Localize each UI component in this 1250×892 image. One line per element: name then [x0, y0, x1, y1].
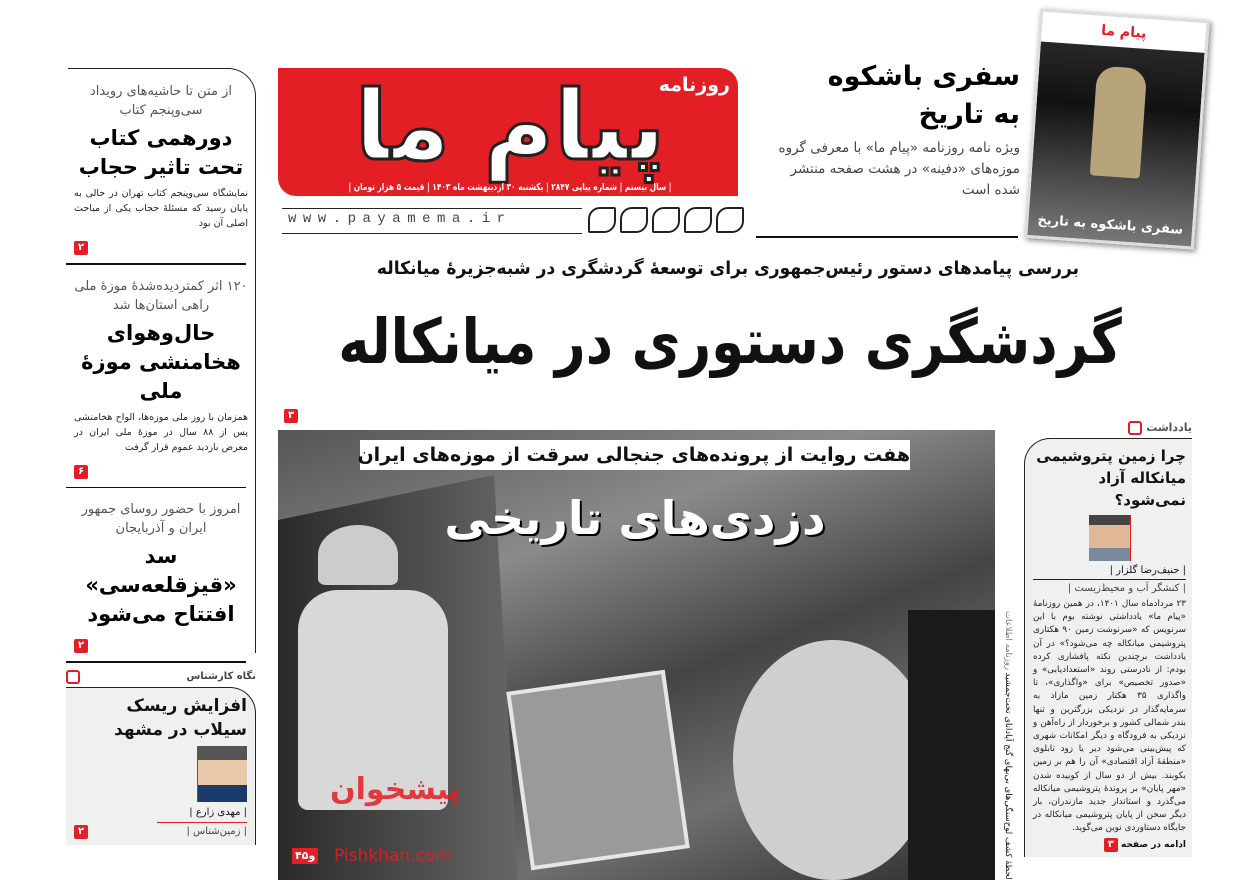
page-badge[interactable]: ۳	[1104, 838, 1118, 852]
divider	[756, 236, 1018, 238]
promo-headline: سفری باشکوه به تاریخ	[827, 61, 1020, 130]
author-photo	[197, 746, 247, 802]
divider	[66, 263, 246, 265]
left-story-1[interactable]	[74, 82, 256, 255]
photo-caption	[998, 585, 1018, 880]
expert-view-box[interactable]	[66, 687, 256, 845]
expert-section-label	[66, 669, 256, 685]
note-section-label	[1024, 420, 1192, 436]
cover-logo: پیام ما	[1041, 12, 1207, 53]
continued-text: ادامه در صفحه	[1120, 839, 1186, 850]
supplement-cover-image[interactable]	[1024, 8, 1210, 249]
note-column	[1024, 420, 1192, 857]
note-body: ۲۳ مردادماه سال ۱۴۰۱، در همین روزنامهٔ «پیام ما» یادداشتی نوشته بوم با این سرنویس که «سرنوشت زمین ۹۰ هکتاری پتروشیمی میانکاله چه می‌شود؟» در آن یادداشت برچندین نکته پافشاری کرده بودم: از نادرستی روند «استعدادیابی» و «صدور تخصیص» برای «واگذاری»، تا واگذاری ۳۵ هکتار زمین مازاد به سرمایه‌گذار در نزدیکی بزرگترین و تنها بندر شمالی کشور و برخوردار از راه‌آهن و نزدیکی به فرودگاه و دیگر امکانات شهری که پیش‌بینی می‌شود دیر یا زود تابلوی «منطقهٔ آزاد اقتصادی» آن را هم بر زمین بکوبند. بیش از دو سال از کوبیده شدن «مهر پایان» بر پروندهٔ پتروشیمی میانکاله می‌گذرد و استاندار جدید مازندران، بار دیگر سخن از پایان پتروشیمی میانکاله در جایگاه دستاوردی نوین می‌گوید.	[1033, 599, 1187, 834]
left-story-2[interactable]	[74, 277, 256, 479]
author-photo	[1089, 515, 1131, 561]
stone-disc	[733, 640, 933, 880]
promo-text: ویژه نامه روزنامه «پیام ما» با معرفی گروه موزه‌های «دفینه» در هشت صفحه منتشر شده است	[778, 140, 1020, 198]
photo-headline[interactable]: دزدی‌های تاریخی	[444, 491, 826, 545]
website-url[interactable]: www.payamema.ir	[282, 208, 582, 234]
section-icon	[66, 670, 80, 684]
caption-text: لحظهٔ کشف لوح‌سنگی‌های بی‌بهای گنج آپادانای تخت‌جمشید	[1003, 672, 1013, 880]
watermark-url: Pishkhan.com	[334, 846, 452, 866]
page-badge[interactable]: ۲	[74, 825, 88, 839]
divider	[66, 487, 246, 489]
story-headline: سد «قیزقلعه‌سی» افتتاح می‌شود	[85, 544, 237, 626]
page-badge[interactable]: ۳	[284, 409, 298, 423]
story-headline: حال‌وهوای هخامنشی موزهٔ ملی	[81, 320, 241, 403]
left-column	[66, 82, 256, 845]
newspaper-logo: پیام ما	[354, 70, 666, 182]
continued-label[interactable]	[1033, 838, 1186, 853]
watermark: پیشخوان	[330, 772, 461, 807]
stone-box	[506, 670, 689, 871]
lead-headline[interactable]: گردشگری دستوری در میانکاله	[338, 305, 1122, 378]
note-headline: چرا زمین پتروشیمی میانکاله آزاد نمی‌شود؟	[1036, 447, 1186, 509]
logo-prefix: روزنامه	[658, 74, 730, 96]
author-name: | مهدی زارع |	[157, 806, 247, 823]
lead-kicker: بررسی پیامدهای دستور رئیس‌جمهوری برای توسعهٔ گردشگری در شبه‌جزیرهٔ میانکاله	[376, 258, 1080, 279]
photo-credit: روزنامه اطلاعات	[1003, 611, 1013, 671]
figure-right	[908, 610, 995, 880]
promo-block	[758, 58, 1020, 201]
page-badge[interactable]: ۲	[74, 241, 88, 255]
divider	[66, 661, 246, 663]
bust-statue	[1090, 65, 1148, 178]
expert-headline: افزایش ریسک سیلاب در مشهد	[114, 695, 247, 740]
story-body: نمایشگاه سی‌وپنجم کتاب تهران در حالی به پایان رسید که مسئلهٔ حجاب یکی از مباحث اصلی آن بود	[74, 188, 248, 229]
author-role: | کنشگر آب و محیط‌زیست |	[1067, 583, 1186, 594]
page-badge[interactable]: ۲	[74, 639, 88, 653]
note-box[interactable]	[1024, 438, 1192, 857]
section-icon	[1128, 421, 1142, 435]
photo-page-badge[interactable]: ۴و۵	[292, 848, 318, 864]
author-name: | حنیف‌رضا گلزار |	[1033, 564, 1186, 580]
story-kicker: از متن تا حاشیه‌های رویداد سی‌وپنجم کتاب	[90, 84, 232, 118]
page-badge[interactable]: ۶	[74, 465, 88, 479]
section-label: یادداشت	[1146, 421, 1192, 434]
section-label: نگاه کارشناس	[186, 670, 256, 682]
issue-info: | سال بیستم | شماره پیاپی ۲۸۴۷ | یکشنبه ۳۰ اردیبهشت ماه ۱۴۰۳ | قیمت ۵ هزار تومان |	[348, 182, 672, 193]
masthead-decoration	[588, 207, 744, 233]
worker-hat	[318, 525, 398, 585]
author-role: | زمین‌شناس |	[186, 825, 247, 837]
story-body: همزمان با روز ملی موزه‌ها، الواح هخامنشی پس از ۸۸ سال در موزهٔ ملی ایران در معرض بازدید عموم قرار گرفت	[74, 411, 248, 453]
story-kicker: امروز با حضور روسای جمهور ایران و آذربایجان	[81, 502, 241, 536]
left-story-3[interactable]	[74, 500, 256, 653]
story-kicker: ۱۲۰ اثر کمتردیده‌شدهٔ موزهٔ ملی راهی استان‌ها شد	[74, 278, 248, 313]
story-headline: دورهمی کتاب تحت تاثیر حجاب	[78, 126, 244, 179]
cover-caption: سفری باشکوه به تاریخ	[1036, 212, 1184, 238]
photo-kicker: هفت روایت از پرونده‌های جنجالی سرقت از موزه‌های ایران	[360, 440, 910, 470]
